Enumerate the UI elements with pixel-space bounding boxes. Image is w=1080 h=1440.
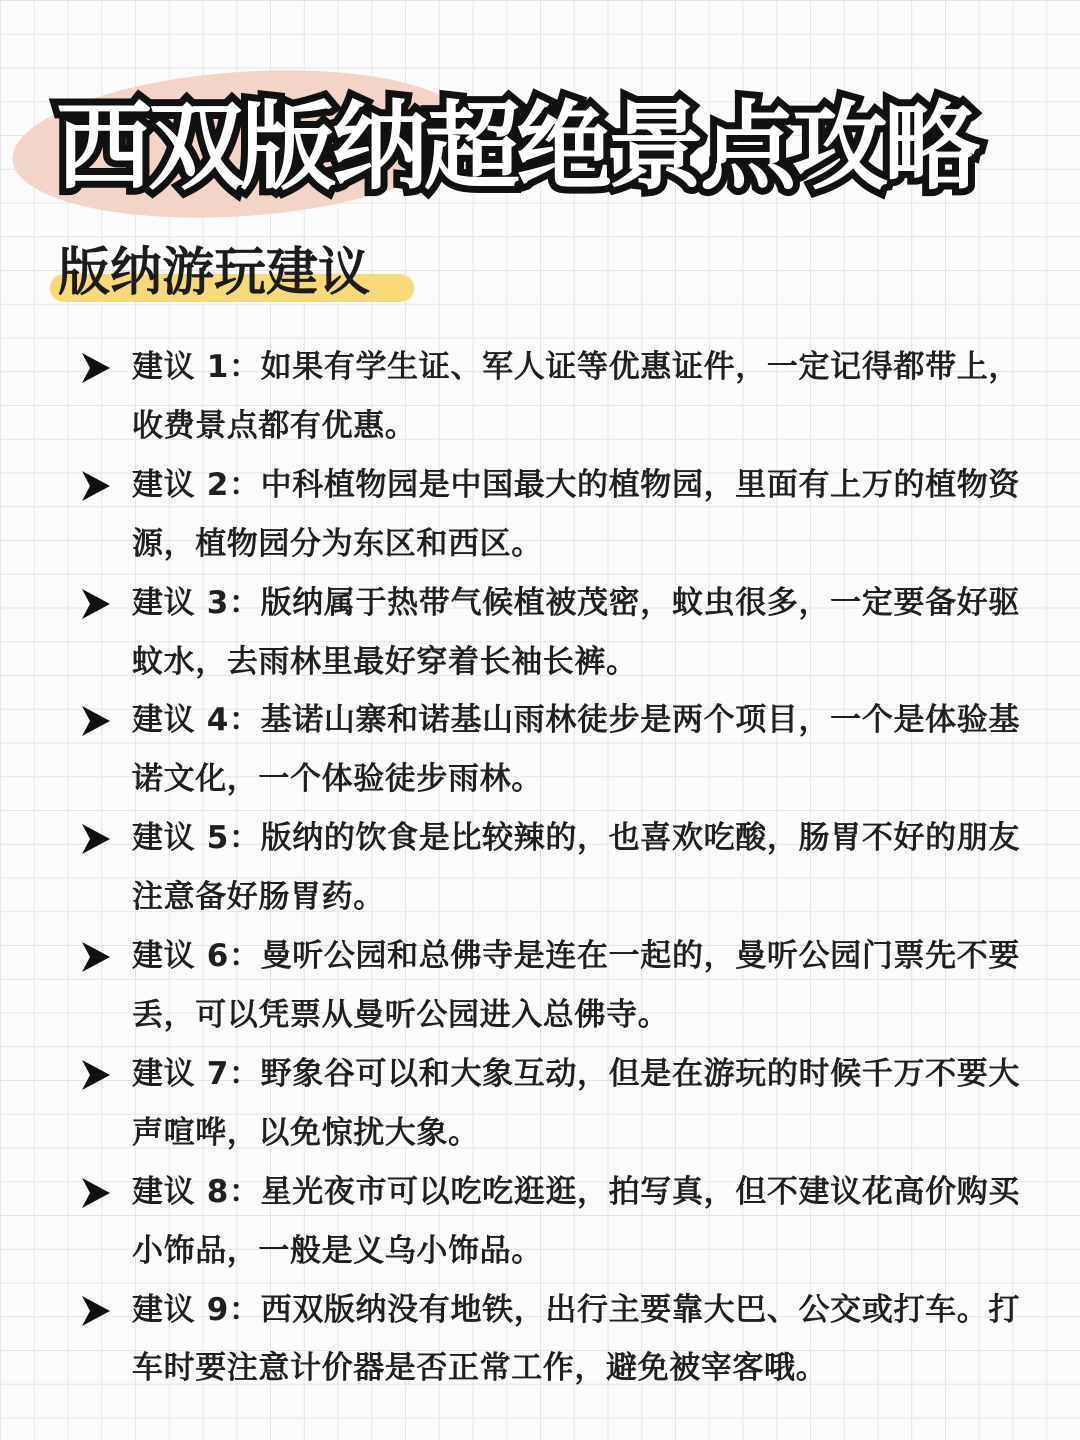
tip-item [80,338,1020,456]
tip-text: 建议 2：中科植物园是中国最大的植物园，里面有上万的植物资源，植物园分为东区和西区。 [132,466,1020,562]
tip-item [80,927,1020,1045]
tip-text: 建议 1：如果有学生证、军人证等优惠证件，一定记得都带上，收费景点都有优惠。 [132,349,1020,444]
arrowhead-bullet-icon [80,580,112,628]
arrowhead-bullet-icon [80,1051,112,1099]
page-title: 西双版纳超绝景点攻略 [56,91,976,203]
tip-text: 建议 9：西双版纳没有地铁，出行主要靠大巴、公交或打车。打车时要注意计价器是否正常工作，避免被宰客哦。 [132,1291,1020,1387]
arrowhead-bullet-icon [80,1287,112,1335]
tip-item [80,809,1020,927]
tip-item [80,1281,1020,1399]
arrowhead-bullet-icon [80,1169,112,1217]
tip-item [80,1163,1020,1281]
title-block [0,70,1080,230]
subtitle-block [50,236,370,316]
tip-item [80,574,1020,692]
tips-list [80,338,1020,1398]
arrowhead-bullet-icon [80,344,112,392]
tip-text: 建议 3：版纳属于热带气候植被茂密，蚊虫很多，一定要备好驱蚊水，去雨林里最好穿着长袖长裤。 [132,584,1020,680]
arrowhead-bullet-icon [80,697,112,745]
arrowhead-bullet-icon [80,815,112,863]
tip-item [80,691,1020,809]
tip-item [80,1045,1020,1163]
tip-text: 建议 5：版纳的饮食是比较辣的，也喜欢吃酸，肠胃不好的朋友注意备好肠胃药。 [132,820,1020,916]
tip-text: 建议 6：曼听公园和总佛寺是连在一起的，曼听公园门票先不要丢，可以凭票从曼听公园进入总佛寺。 [132,938,1020,1033]
section-subtitle: 版纳游玩建议 [58,243,371,303]
tip-item [80,456,1020,574]
arrowhead-bullet-icon [80,462,112,510]
tip-text: 建议 8：星光夜市可以吃吃逛逛，拍写真，但不建议花高价购买小饰品，一般是义乌小饰品。 [132,1173,1020,1269]
tip-text: 建议 4：基诺山寨和诺基山雨林徒步是两个项目，一个是体验基诺文化，一个体验徒步雨林。 [132,702,1020,798]
tip-text: 建议 7：野象谷可以和大象互动，但是在游玩的时候千万不要大声喧哗，以免惊扰大象。 [132,1055,1020,1151]
arrowhead-bullet-icon [80,933,112,981]
